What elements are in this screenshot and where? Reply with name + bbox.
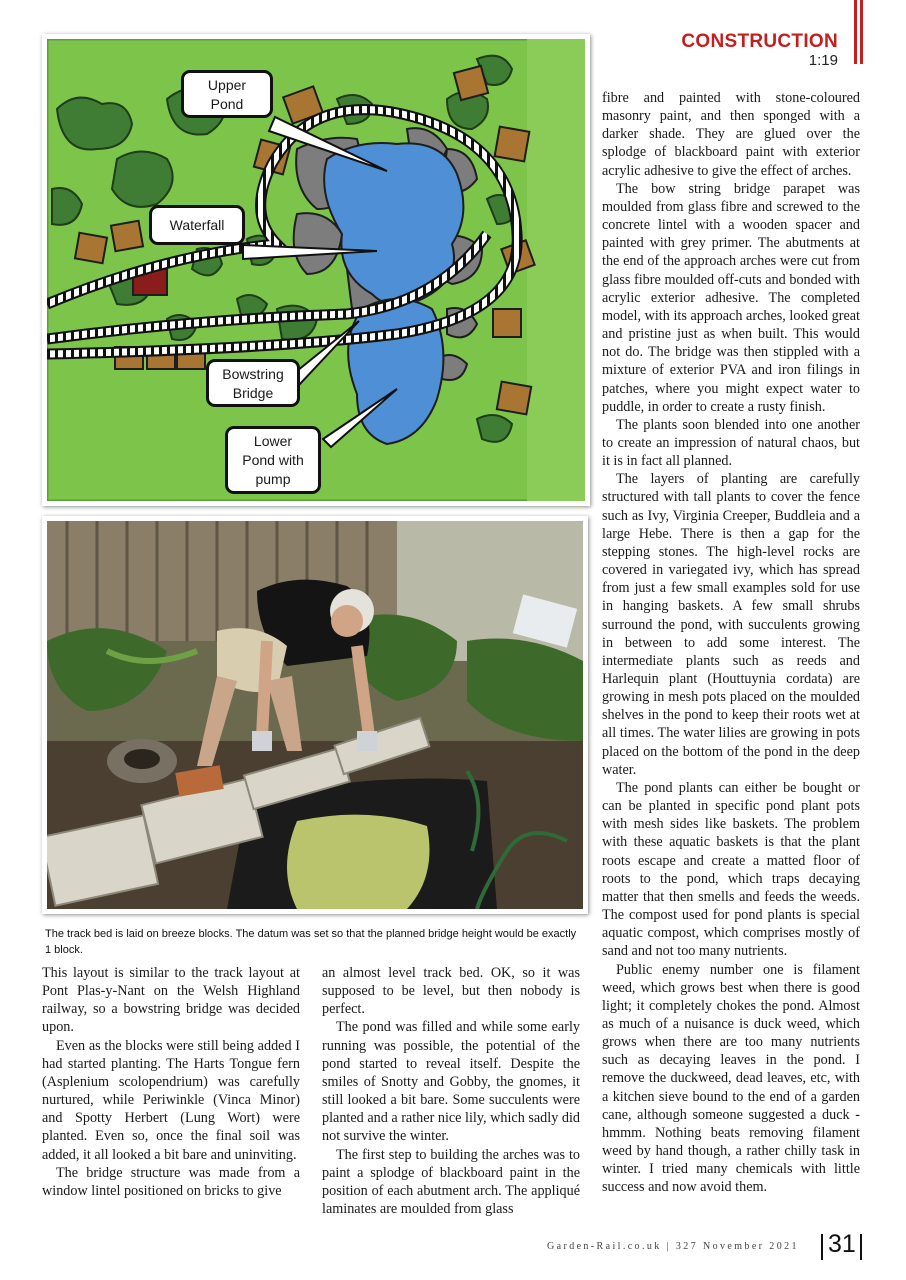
callout-lower-pond-line: pump xyxy=(255,471,291,487)
callout-upper-pond-line: Upper xyxy=(207,77,247,93)
footer-issue: 327 November 2021 xyxy=(675,1241,799,1252)
callout-waterfall xyxy=(149,205,245,245)
text-column-2 xyxy=(322,964,580,1218)
callout-upper-pond-line: Pond xyxy=(210,96,244,112)
paragraph: The bow string bridge parapet was moulded from glass fibre and screwed to the concrete lintel with a wooden spacer and painted with grey primer. The abutments at the end of the approach arches were cut from glass fibre moulded off-cuts and bonded with acrylic exterior adhesive. The completed model, with its approach arches, looked great and pristine just as when built. This would not do. The bridge was then stippled with a mixture of exterior PVA and iron filings in patches, where you might expect water to puddle, in order to create a rusty finish. xyxy=(602,180,860,415)
layout-map-figure xyxy=(42,34,590,506)
paragraph: fibre and painted with stone-coloured masonry paint, and then sponged with a darker shade. They are glued over the splodge of blackboard paint with exterior acrylic adhesive to give the effect of arches. xyxy=(602,90,860,179)
footer-separator: | xyxy=(666,1241,671,1252)
text-column-1 xyxy=(42,964,300,1200)
footer-rule-left xyxy=(821,1234,823,1260)
paragraph: This layout is similar to the track layout at Pont Plas-y-Nant on the Welsh Highland railway, so a bowstring bridge was decided upon. xyxy=(42,965,300,1036)
callout-lower-pond-line: Lower xyxy=(253,433,293,449)
photo-caption: The track bed is laid on breeze blocks. The datum was set so that the planned bridge height would be exactly 1 block. xyxy=(45,928,577,956)
footer-site: Garden-Rail.co.uk xyxy=(547,1241,662,1252)
paragraph: The layers of planting are carefully structured with tall plants to cover the fence such as Ivy, Virginia Creeper, Buddleia and a large Hebe. There is then a gap for the stepping stones. The high-level rocks are covered in variegated ivy, which has spread from just a few small examples sold for use in hanging baskets. A few small shrubs surround the pond, with succulents growing in between to add some interest. The intermediate plants such as reeds and Harlequin plant (Houttuynia cordata) are growing in mesh pots placed on the moulded shelves in the pond to keep their roots wet at all times. The water lilies are growing in pots placed on the bottom of the pond in the deep water. xyxy=(602,471,860,778)
callout-lower-pond-line: Pond with xyxy=(242,452,304,468)
callout-bowstring-line: Bowstring xyxy=(222,366,284,382)
section-title: CONSTRUCTION xyxy=(681,31,838,52)
callout-lower-pond xyxy=(225,426,321,494)
construction-photo xyxy=(47,521,583,909)
callout-bowstring-bridge xyxy=(206,359,300,407)
paragraph: Public enemy number one is filament weed, which grows best when there is good light; it completely chokes the pond. Almost as much of a nuisance is duck weed, which grows when there are too many nutrients such as decaying leaves in the pond. I remove the duckweed, dead leaves, etc, with a kitchen sieve bound to the end of a garden cane, although someone suggested a duck - hmmm. Nothing beats removing filament weed by hand though, a rather chilly task in winter. I tried many chemicals with little success and now avoid them. xyxy=(602,961,860,1196)
section-marker-bars xyxy=(854,0,866,64)
paragraph: The plants soon blended into one another to create an impression of natural chaos, but it is in fact all planned. xyxy=(602,416,860,470)
section-scale: 1:19 xyxy=(808,52,838,69)
paragraph: The first step to building the arches was to paint a splodge of blackboard paint in the position of each abutment arch. The appliqué laminates are moulded from glass xyxy=(322,1146,580,1218)
section-header xyxy=(681,32,838,68)
callout-waterfall-line: Waterfall xyxy=(169,217,225,233)
paragraph: The pond was filled and while some early running was possible, the potential of the pond started to reveal itself. Despite the smiles of Snotty and Gobby, the gnomes, it still looked a bit bare. Some succulents were planted and a rather nice lily, which sadly did not survive the winter. xyxy=(322,1019,580,1145)
paragraph: The bridge structure was made from a window lintel positioned on bricks to give xyxy=(42,1164,300,1199)
callout-bowstring-line: Bridge xyxy=(232,385,274,401)
paragraph: Even as the blocks were still being added I had started planting. The Harts Tongue fern (Asplenium scolopendrium) was carefully nurtured, while Periwinkle (Vinca Minor) and Spotty Herbert (Lung Wort) were planted. Even so, once the final soil was added, it all looked a bit bare and uninviting. xyxy=(42,1037,300,1163)
page-number: 31 xyxy=(828,1230,856,1258)
callout-upper-pond xyxy=(181,70,273,118)
construction-photo-figure xyxy=(42,516,588,914)
page-footer xyxy=(547,1241,799,1252)
text-column-3 xyxy=(602,89,860,1197)
paragraph: an almost level track bed. OK, so it was supposed to be level, but then nobody is perfect. xyxy=(322,965,580,1018)
footer-rule-right xyxy=(860,1234,862,1260)
paragraph: The pond plants can either be bought or can be planted in specific pond plant pots with mesh sides like baskets. The problem with these aquatic baskets is that the plant roots escape and create a matted floor of roots to the pond, which traps decaying matter that then smells and feeds the weeds. The compost used for pond plants is special aquatic compost, which comprises mostly of sand and not too many nutrients. xyxy=(602,779,860,960)
